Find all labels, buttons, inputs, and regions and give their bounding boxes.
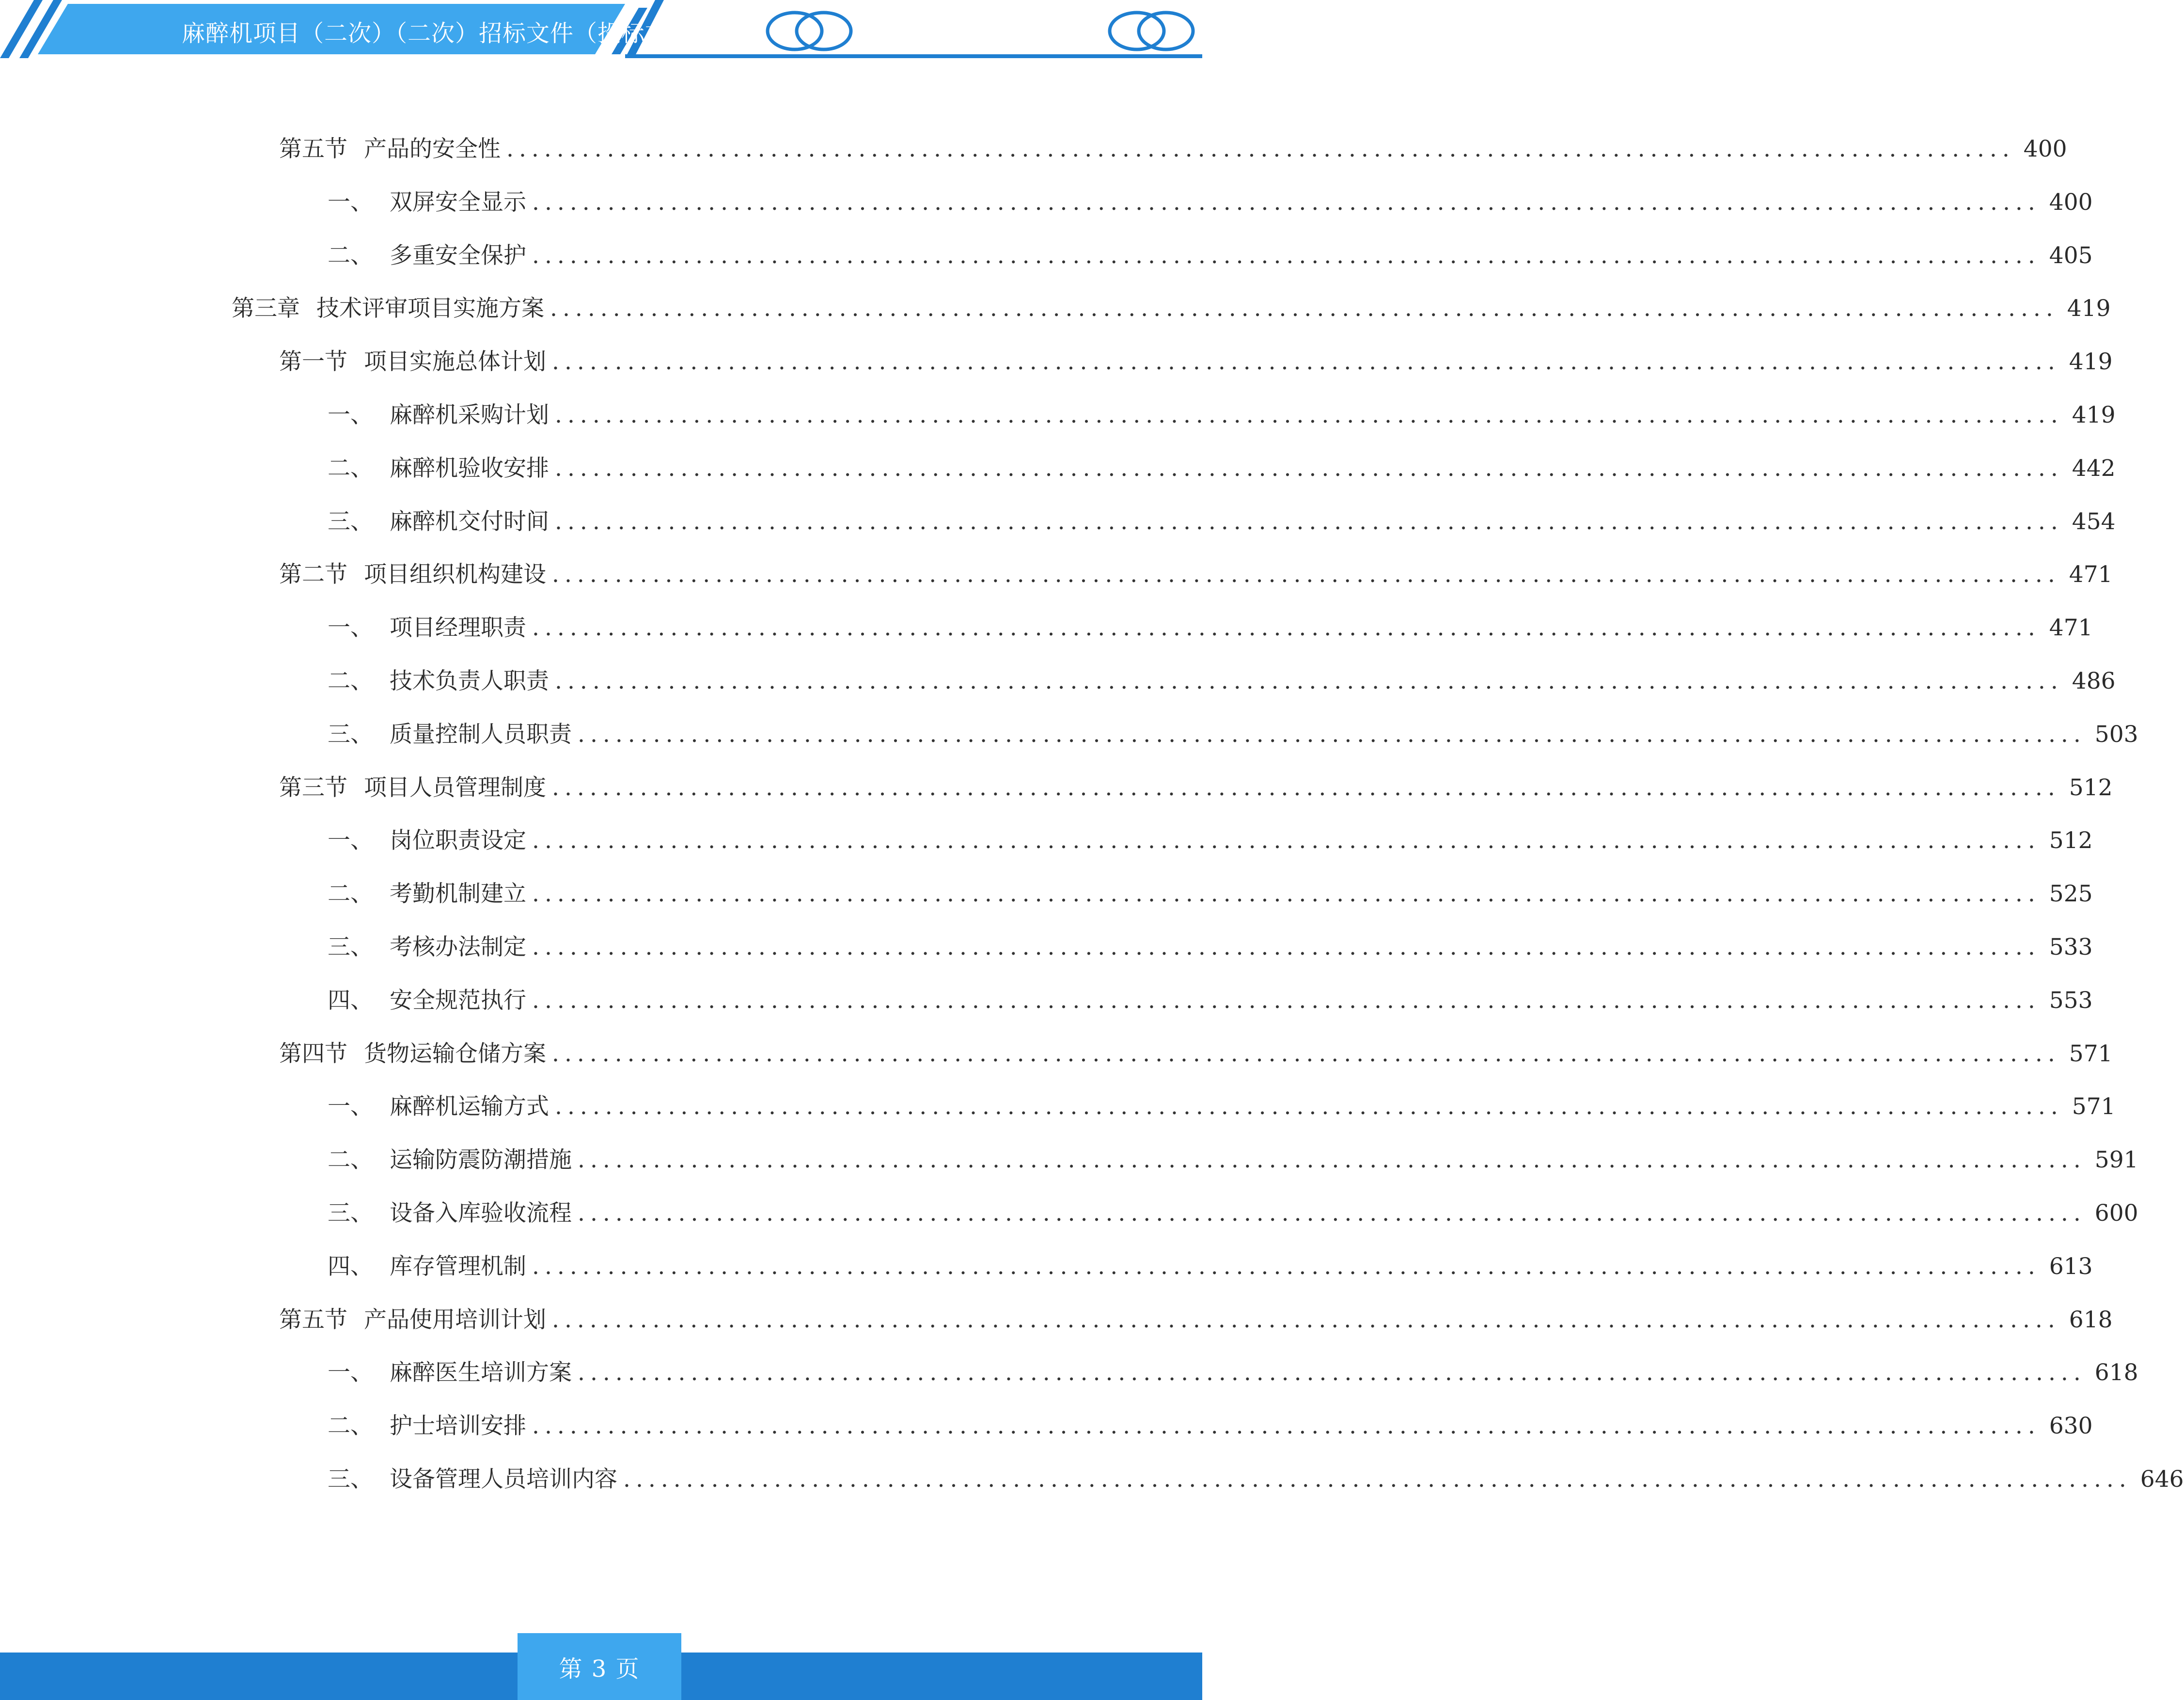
toc-entry-page: 471 — [2049, 614, 2093, 641]
toc-entry[interactable] — [328, 716, 2138, 750]
toc-entry-number: 四、 — [328, 1253, 373, 1280]
toc-entry[interactable] — [328, 504, 2116, 537]
toc-entry[interactable] — [328, 237, 2093, 271]
toc-dot-leader: ........................................................................................................................ — [552, 348, 2060, 375]
toc-entry-number: 二、 — [328, 455, 373, 482]
toc-entry[interactable] — [328, 1195, 2138, 1229]
toc-entry-page: 525 — [2049, 881, 2093, 907]
toc-entry-number: 三、 — [328, 1200, 373, 1227]
toc-entry[interactable] — [328, 450, 2116, 484]
toc-dot-leader: ........................................................................................................................ — [532, 827, 2041, 854]
toc-dot-leader: ........................................................................................................................ — [555, 402, 2063, 428]
toc-dot-leader: ........................................................................................................................ — [532, 189, 2041, 216]
toc-entry[interactable] — [279, 770, 2113, 803]
toc-entry[interactable] — [328, 822, 2093, 856]
toc-dot-leader: ........................................................................................................................ — [532, 987, 2041, 1014]
header-stripe — [0, 0, 43, 58]
toc-entry-number: 三、 — [328, 1466, 373, 1493]
toc-entry-page: 405 — [2049, 242, 2093, 269]
toc-entry[interactable] — [328, 1354, 2138, 1388]
toc-entry-label: 麻醉医生培训方案 — [390, 1359, 572, 1386]
toc-entry[interactable] — [279, 556, 2113, 590]
toc-entry[interactable] — [328, 397, 2116, 431]
toc-dot-leader: ........................................................................................................................ — [552, 1040, 2060, 1067]
toc-entry-page: 442 — [2072, 455, 2116, 482]
toc-entry-label: 麻醉机运输方式 — [390, 1093, 549, 1120]
toc-dot-leader: ........................................................................................................................ — [623, 1466, 2132, 1493]
toc-entry-number: 一、 — [328, 827, 373, 854]
toc-entry-label: 考勤机制建立 — [390, 881, 526, 907]
toc-entry-number: 第二节 — [279, 561, 347, 588]
toc-entry-page: 419 — [2072, 402, 2116, 428]
toc-dot-leader: ........................................................................................................................ — [552, 1306, 2060, 1333]
toc-entry-label: 项目人员管理制度 — [364, 774, 546, 801]
toc-entry-page: 419 — [2069, 348, 2113, 375]
toc-entry-number: 第五节 — [279, 1306, 347, 1333]
toc-entry-label: 麻醉机交付时间 — [390, 508, 549, 535]
toc-entry[interactable] — [328, 876, 2093, 910]
toc-entry-number: 二、 — [328, 668, 373, 694]
toc-entry-page: 618 — [2094, 1359, 2138, 1386]
toc-entry-number: 二、 — [328, 1147, 373, 1173]
toc-entry-page: 646 — [2140, 1466, 2184, 1493]
page-footer — [0, 1633, 1202, 1700]
toc-entry-number: 四、 — [328, 987, 373, 1014]
toc-entry-number: 三、 — [328, 721, 373, 748]
toc-entry-page: 571 — [2069, 1040, 2113, 1067]
toc-dot-leader: ........................................................................................................................ — [532, 881, 2041, 907]
toc-entry[interactable] — [279, 344, 2113, 378]
toc-entry-page: 503 — [2094, 721, 2138, 748]
toc-entry-page: 571 — [2072, 1093, 2116, 1120]
toc-dot-leader: ........................................................................................................................ — [532, 614, 2041, 641]
header-rule — [625, 54, 1202, 58]
toc-entry[interactable] — [328, 1142, 2138, 1176]
toc-entry-label: 库存管理机制 — [390, 1253, 526, 1280]
toc-entry-label: 考核办法制定 — [390, 934, 526, 960]
toc-entry-number: 一、 — [328, 614, 373, 641]
toc-entry-number: 一、 — [328, 1359, 373, 1386]
toc-entry[interactable] — [328, 610, 2093, 644]
toc-entry-label: 双屏安全显示 — [390, 189, 526, 216]
toc-entry-label: 麻醉机采购计划 — [390, 402, 549, 428]
toc-entry-label: 设备入库验收流程 — [390, 1200, 572, 1227]
toc-entry-page: 400 — [2049, 189, 2093, 216]
toc-dot-leader: ........................................................................................................................ — [578, 1200, 2086, 1227]
document-title: 麻醉机项目（二次）（二次）招标文件（投标方案） — [182, 20, 717, 47]
toc-dot-leader: ........................................................................................................................ — [552, 561, 2060, 588]
toc-dot-leader: ........................................................................................................................ — [578, 1359, 2086, 1386]
toc-entry-label: 设备管理人员培训内容 — [390, 1466, 617, 1493]
toc-entry[interactable] — [328, 184, 2093, 218]
toc-entry-page: 553 — [2049, 987, 2093, 1014]
toc-entry-label: 项目经理职责 — [390, 614, 526, 641]
toc-entry-label: 项目实施总体计划 — [364, 348, 546, 375]
toc-entry[interactable] — [328, 1088, 2116, 1122]
toc-entry-page: 400 — [2023, 136, 2067, 162]
toc-entry[interactable] — [279, 131, 2067, 165]
toc-entry-number: 二、 — [328, 242, 373, 269]
toc-entry-page: 591 — [2094, 1147, 2138, 1173]
toc-entry-label: 安全规范执行 — [390, 987, 526, 1014]
toc-entry[interactable] — [279, 1036, 2113, 1070]
toc-entry[interactable] — [279, 1302, 2113, 1336]
toc-entry[interactable] — [232, 290, 2111, 324]
toc-entry-label: 质量控制人员职责 — [390, 721, 572, 748]
toc-entry-page: 618 — [2069, 1306, 2113, 1333]
toc-entry-number: 一、 — [328, 189, 373, 216]
toc-entry[interactable] — [328, 1408, 2093, 1442]
toc-entry-number: 二、 — [328, 1413, 373, 1439]
toc-entry-label: 货物运输仓储方案 — [364, 1040, 546, 1067]
toc-entry-number: 二、 — [328, 881, 373, 907]
page-number: 第 3 页 — [518, 1633, 681, 1700]
toc-entry-page: 613 — [2049, 1253, 2093, 1280]
toc-dot-leader: ........................................................................................................................ — [550, 295, 2058, 322]
toc-dot-leader: ........................................................................................................................ — [578, 721, 2086, 748]
toc-dot-leader: ........................................................................................................................ — [555, 668, 2063, 694]
toc-dot-leader: ........................................................................................................................ — [578, 1147, 2086, 1173]
toc-entry[interactable] — [328, 929, 2093, 963]
toc-dot-leader: ........................................................................................................................ — [532, 242, 2041, 269]
toc-dot-leader: ........................................................................................................................ — [532, 1253, 2041, 1280]
toc-entry-page: 471 — [2069, 561, 2113, 588]
toc-entry-label: 技术负责人职责 — [390, 668, 549, 694]
toc-entry-label: 麻醉机验收安排 — [390, 455, 549, 482]
toc-entry-number: 第三节 — [279, 774, 347, 801]
toc-entry-number: 一、 — [328, 402, 373, 428]
toc-entry[interactable] — [328, 1461, 2184, 1495]
toc-entry-page: 486 — [2072, 668, 2116, 694]
toc-entry-label: 产品的安全性 — [364, 136, 501, 162]
toc-entry-page: 512 — [2069, 774, 2113, 801]
page-header — [0, 0, 1202, 63]
toc-entry-label: 技术评审项目实施方案 — [316, 295, 544, 322]
toc-entry-page: 454 — [2072, 508, 2116, 535]
toc-dot-leader: ........................................................................................................................ — [532, 934, 2041, 960]
toc-entry-number: 第一节 — [279, 348, 347, 375]
toc-entry[interactable] — [328, 1248, 2093, 1282]
toc-entry-number: 三、 — [328, 934, 373, 960]
toc-dot-leader: ........................................................................................................................ — [532, 1413, 2041, 1439]
toc-entry-number: 第三章 — [232, 295, 300, 322]
toc-entry-page: 419 — [2067, 295, 2111, 322]
rings-logo-icon — [768, 13, 851, 49]
toc-dot-leader: ........................................................................................................................ — [552, 774, 2060, 801]
toc-entry-page: 600 — [2094, 1200, 2138, 1227]
toc-entry-label: 项目组织机构建设 — [364, 561, 546, 588]
toc-dot-leader: ........................................................................................................................ — [555, 1093, 2063, 1120]
rings-logo-icon — [1110, 13, 1193, 49]
toc-entry-label: 运输防震防潮措施 — [390, 1147, 572, 1173]
toc-entry-page: 533 — [2049, 934, 2093, 960]
toc-entry-label: 多重安全保护 — [390, 242, 526, 269]
toc-entry-page: 630 — [2049, 1413, 2093, 1439]
toc-entry-page: 512 — [2049, 827, 2093, 854]
toc-dot-leader: ........................................................................................................................ — [506, 136, 2015, 162]
toc-entry-number: 第五节 — [279, 136, 347, 162]
toc-entry[interactable] — [328, 663, 2116, 697]
toc-entry-label: 岗位职责设定 — [390, 827, 526, 854]
toc-entry-number: 第四节 — [279, 1040, 347, 1067]
toc-entry-label: 产品使用培训计划 — [364, 1306, 546, 1333]
toc-entry-number: 一、 — [328, 1093, 373, 1120]
toc-dot-leader: ........................................................................................................................ — [555, 508, 2063, 535]
toc-dot-leader: ........................................................................................................................ — [555, 455, 2063, 482]
toc-entry-number: 三、 — [328, 508, 373, 535]
toc-entry-label: 护士培训安排 — [390, 1413, 526, 1439]
toc-entry[interactable] — [328, 982, 2093, 1016]
